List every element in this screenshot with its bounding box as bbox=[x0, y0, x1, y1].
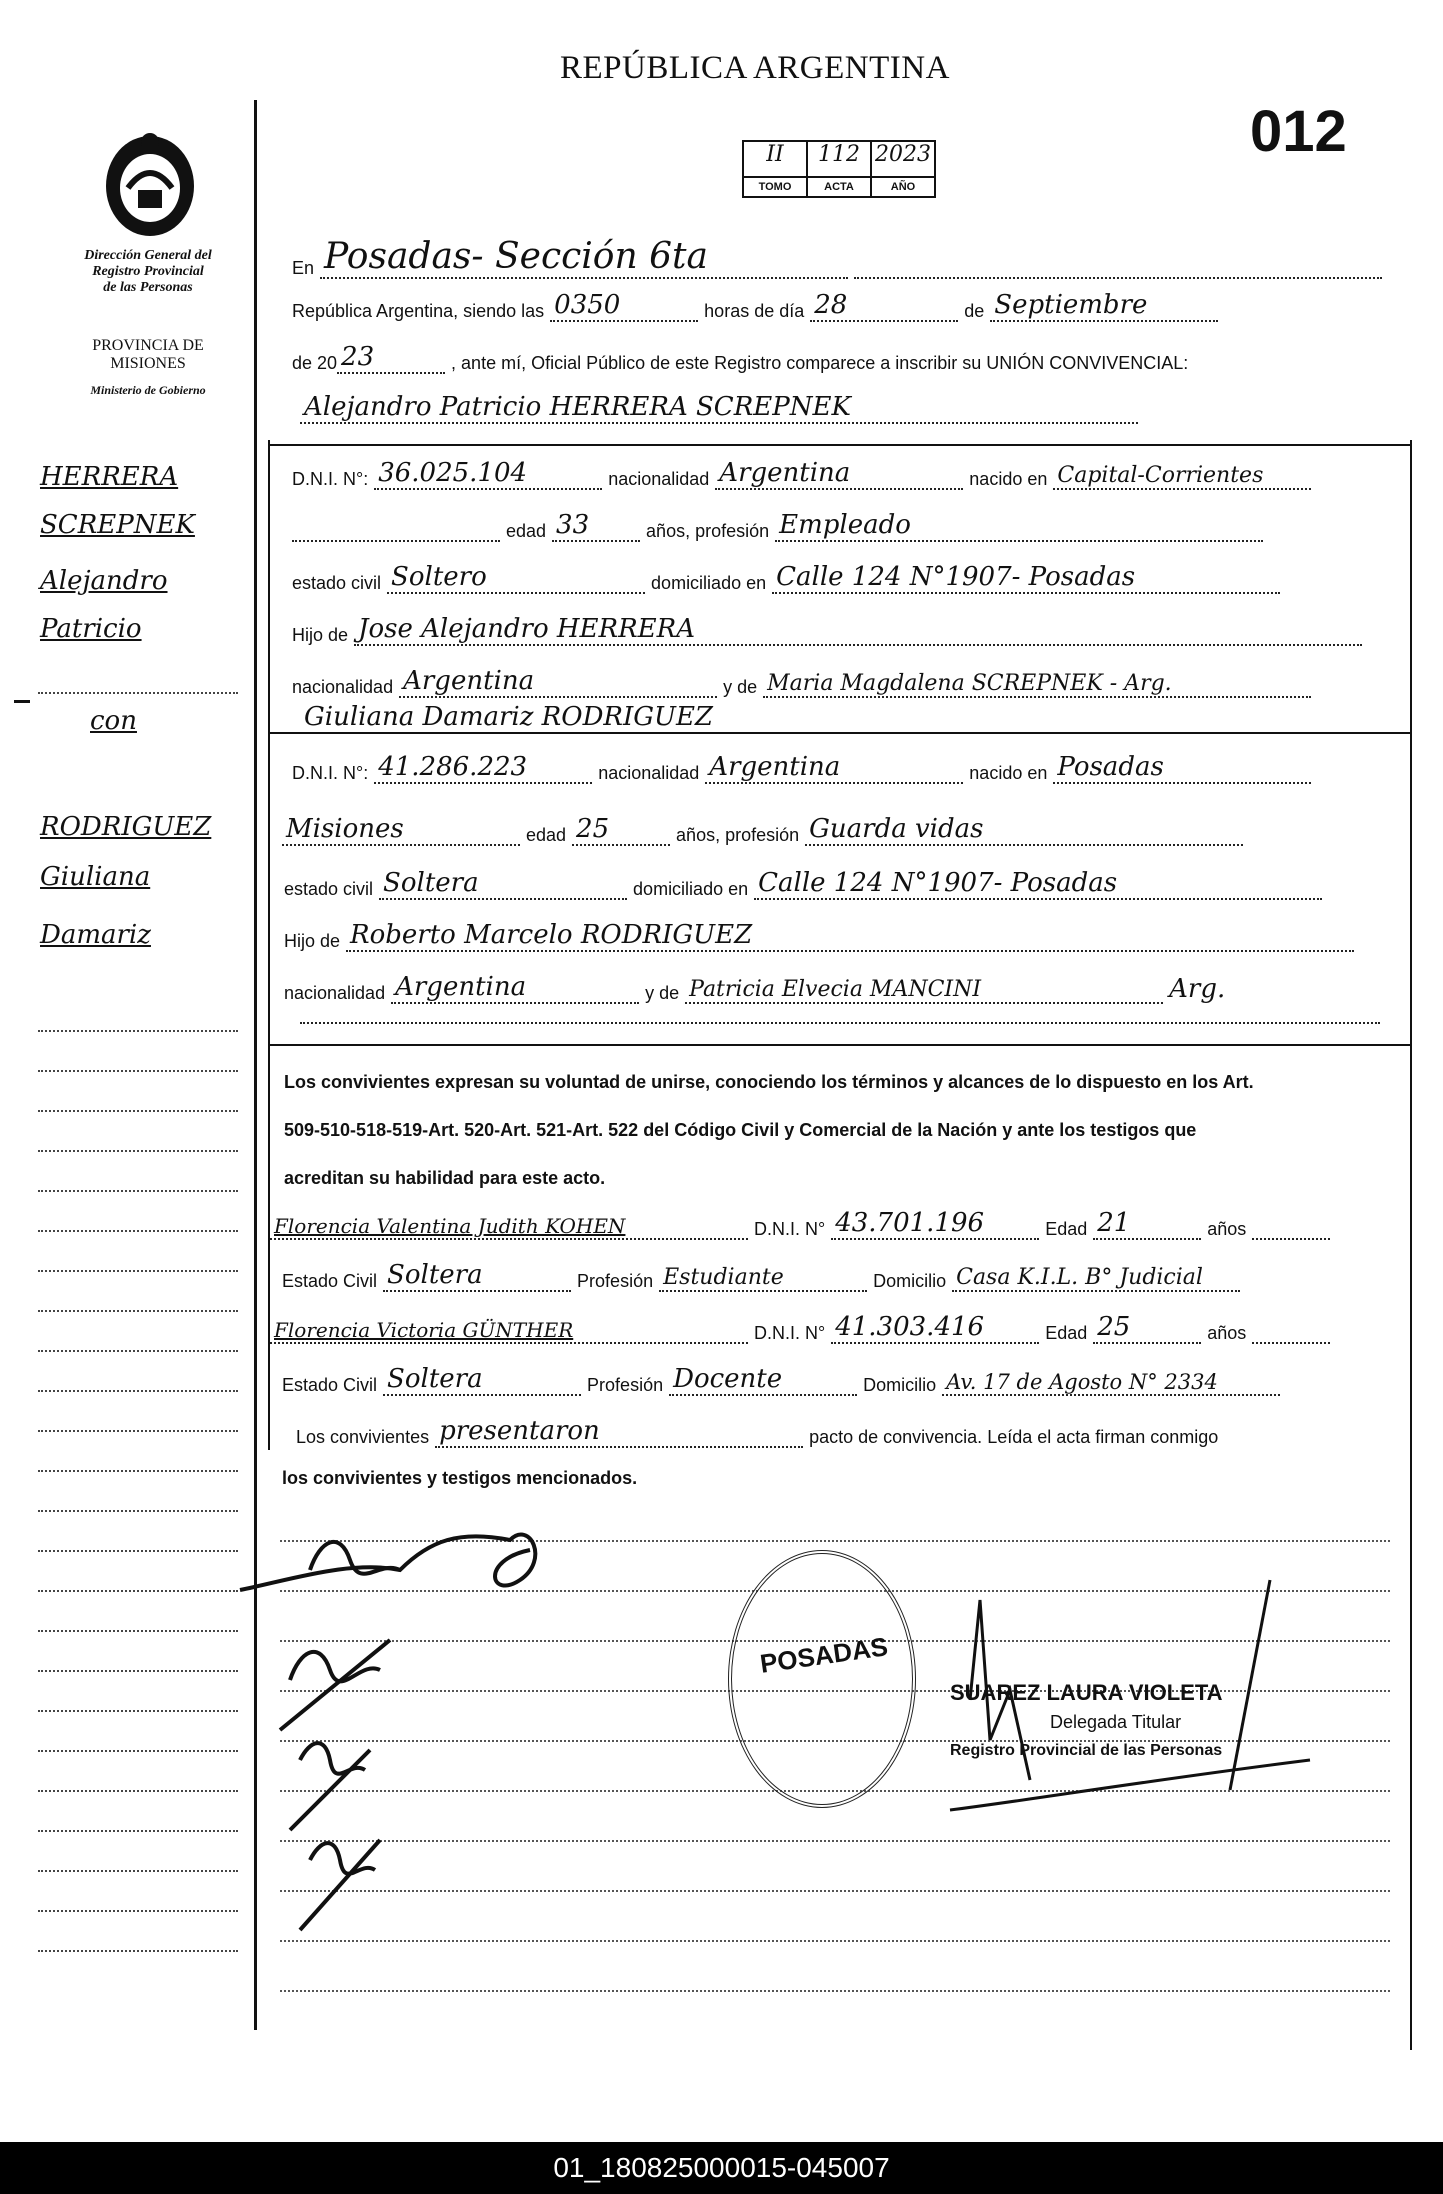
place-value: Posadas- Sección 6ta bbox=[320, 236, 848, 279]
year-value: 23 bbox=[337, 342, 445, 374]
p2-nat-label: nacionalidad bbox=[598, 763, 700, 783]
p1-dom-label: domiciliado en bbox=[651, 573, 767, 593]
margin-name-4: Patricio bbox=[40, 614, 142, 644]
form-line-year bbox=[292, 342, 1188, 374]
p1-prof-value: Empleado bbox=[775, 510, 1263, 542]
conv-label: Los convivientes bbox=[296, 1427, 430, 1447]
declaration-separator bbox=[268, 1044, 1410, 1046]
p2-nat-value: Argentina bbox=[705, 752, 963, 784]
registrar-signature-icon bbox=[930, 1560, 1330, 1860]
p2-estado-value: Soltera bbox=[379, 868, 627, 900]
margin-dotted-16 bbox=[38, 1560, 238, 1592]
p1-age-pre-line bbox=[292, 540, 500, 542]
p1-father-value: Jose Alejandro HERRERA bbox=[354, 614, 1362, 646]
province-line2: MISIONES bbox=[110, 355, 186, 372]
margin-dotted-3 bbox=[38, 1040, 238, 1072]
seal-text: POSADAS bbox=[758, 1631, 890, 1679]
month-value: Septiembre bbox=[990, 290, 1218, 322]
margin-dotted-10 bbox=[38, 1320, 238, 1352]
ministry-name: Ministerio de Gobierno bbox=[90, 383, 206, 397]
p1-prof-label: años, profesión bbox=[646, 521, 770, 541]
closing-line bbox=[282, 1468, 637, 1489]
p1-nat-value: Argentina bbox=[715, 458, 963, 490]
p2-prof-value: Guarda vidas bbox=[805, 814, 1243, 846]
day-value: 28 bbox=[810, 290, 958, 322]
p2-dom-label: domiciliado en bbox=[633, 879, 749, 899]
margin-dotted-15 bbox=[38, 1520, 238, 1552]
margin-dotted-13 bbox=[38, 1440, 238, 1472]
anio-value: 2023 bbox=[875, 142, 931, 167]
province-emblem-icon bbox=[100, 128, 200, 238]
pacto-text: pacto de convivencia. Leída el acta firman conmigo bbox=[809, 1427, 1219, 1447]
p2-age-value: 25 bbox=[572, 814, 670, 846]
w1-dom-label: Domicilio bbox=[873, 1271, 947, 1291]
margin-name-7: Damariz bbox=[40, 920, 151, 950]
margin-dotted-11 bbox=[38, 1360, 238, 1392]
declaration-line1: Los convivientes expresan su voluntad de unirse, conociendo los términos y alcances de lo dispuesto en los Art. bbox=[284, 1072, 1254, 1092]
p2-extra-line bbox=[300, 1022, 1380, 1024]
acta-cell bbox=[808, 142, 872, 196]
convivientes-line bbox=[296, 1416, 1218, 1448]
signatures-convivientes-icon bbox=[230, 1500, 630, 1940]
margin-dotted-2 bbox=[38, 1000, 238, 1032]
signature-line-10 bbox=[280, 1990, 1390, 1992]
margin-dotted-19 bbox=[38, 1680, 238, 1712]
margin-dotted-21 bbox=[38, 1760, 238, 1792]
tomo-cell bbox=[744, 142, 808, 196]
margin-name-6: Giuliana bbox=[40, 862, 151, 892]
margin-dotted-5 bbox=[38, 1120, 238, 1152]
witness2-details bbox=[282, 1364, 1286, 1396]
p2-father-nat-value: Argentina bbox=[391, 972, 639, 1004]
stamp-name: SUAREZ LAURA VIOLETA bbox=[950, 1680, 1223, 1705]
p2-yde-label: y de bbox=[645, 983, 680, 1003]
p1-mother-value: Maria Magdalena SCREPNEK - Arg. bbox=[763, 671, 1311, 698]
comparece-text: , ante mí, Oficial Público de este Registro comparece a inscribir su UNIÓN CONVIVENCIAL: bbox=[451, 353, 1189, 373]
margin-name-3: Alejandro bbox=[40, 566, 168, 596]
w1-prof-label: Profesión bbox=[577, 1271, 654, 1291]
declaration-line3: acreditan su habilidad para este acto. bbox=[284, 1168, 606, 1188]
p1-separator bbox=[268, 444, 1410, 446]
p1-born-label: nacido en bbox=[969, 469, 1048, 489]
p1-father-nat-value: Argentina bbox=[399, 666, 717, 698]
institution-name bbox=[58, 248, 238, 296]
margin-dotted-9 bbox=[38, 1280, 238, 1312]
w1-estado-value: Soltera bbox=[383, 1260, 571, 1292]
w2-anios-line bbox=[1252, 1342, 1330, 1344]
stamp-role: Delegada Titular bbox=[1050, 1712, 1182, 1732]
p1-dni-value: 36.025.104 bbox=[374, 458, 602, 490]
margin-dotted-7 bbox=[38, 1200, 238, 1232]
form-line-p1-estado bbox=[292, 562, 1286, 594]
form-line-p1-dni bbox=[292, 458, 1317, 490]
institution-line2: Registro Provincial bbox=[92, 264, 204, 279]
witness1-line bbox=[270, 1208, 1336, 1240]
w1-name-value: Florencia Valentina Judith KOHEN bbox=[270, 1214, 748, 1240]
right-vertical-rule bbox=[1410, 440, 1412, 2050]
institution-line1: Dirección General del bbox=[84, 248, 212, 263]
closing-text: los convivientes y testigos mencionados. bbox=[282, 1468, 638, 1488]
w1-estado-label: Estado Civil bbox=[282, 1271, 378, 1291]
p1-estado-label: estado civil bbox=[292, 573, 382, 593]
p1-nat-label: nacionalidad bbox=[608, 469, 710, 489]
anio-cell bbox=[872, 142, 934, 196]
w2-anios-label: años bbox=[1207, 1323, 1247, 1343]
p1-name-value: Alejandro Patricio HERRERA SCREPNEK bbox=[300, 392, 1138, 424]
p1-dom-value: Calle 124 N°1907- Posadas bbox=[772, 562, 1280, 594]
margin-dotted-22 bbox=[38, 1800, 238, 1832]
form-line-p1-age bbox=[292, 510, 1269, 542]
form-line-time bbox=[292, 290, 1224, 322]
form-line-p2-age bbox=[282, 814, 1249, 846]
en-label: En bbox=[292, 258, 315, 278]
margin-dotted-25 bbox=[38, 1920, 238, 1952]
footer-code: 01_180825000015-045007 bbox=[0, 2142, 1443, 2194]
witness2-line bbox=[270, 1312, 1336, 1344]
p2-mother-value: Patricia Elvecia MANCINI bbox=[685, 977, 1163, 1004]
form-line-p2-dni bbox=[292, 752, 1317, 784]
form-line-p2-name bbox=[300, 702, 1394, 734]
form-line-p2-estado bbox=[284, 868, 1328, 900]
p1-edad-label: edad bbox=[506, 521, 547, 541]
tomo-label: TOMO bbox=[744, 176, 806, 196]
margin-dotted-6 bbox=[38, 1160, 238, 1192]
acta-value: 112 bbox=[818, 142, 860, 167]
margin-name-5: RODRIGUEZ bbox=[40, 812, 212, 842]
province-name bbox=[58, 337, 238, 373]
margin-dotted-8 bbox=[38, 1240, 238, 1272]
w1-dni-value: 43.701.196 bbox=[831, 1208, 1039, 1240]
acta-number: 012 bbox=[1250, 99, 1347, 164]
w1-anios-label: años bbox=[1207, 1219, 1247, 1239]
province-line1: PROVINCIA DE bbox=[92, 337, 204, 354]
siendo-las-label: República Argentina, siendo las bbox=[292, 301, 545, 321]
anio-label: AÑO bbox=[872, 176, 934, 196]
acta-label: ACTA bbox=[808, 176, 870, 196]
p1-dni-label: D.N.I. N°: bbox=[292, 469, 369, 489]
signature-line-9 bbox=[280, 1940, 1390, 1942]
margin-dotted-12 bbox=[38, 1400, 238, 1432]
p2-edad-label: edad bbox=[526, 825, 567, 845]
p2-hijo-label: Hijo de bbox=[284, 931, 341, 951]
p2-prof-label: años, profesión bbox=[676, 825, 800, 845]
p2-mother-nat-value: Arg. bbox=[1169, 974, 1226, 1004]
form-line-p1-father bbox=[292, 614, 1368, 646]
w2-dni-value: 41.303.416 bbox=[831, 1312, 1039, 1344]
p1-hijo-label: Hijo de bbox=[292, 625, 349, 645]
w2-age-value: 25 bbox=[1093, 1312, 1201, 1344]
place-rest-line bbox=[854, 277, 1382, 279]
p2-estado-label: estado civil bbox=[284, 879, 374, 899]
form-line-p1-name bbox=[300, 392, 1144, 424]
margin-con: con bbox=[90, 706, 137, 736]
margin-name-2: SCREPNEK bbox=[40, 510, 195, 540]
margin-dotted-20 bbox=[38, 1720, 238, 1752]
declaration-line2: 509-510-518-519-Art. 520-Art. 521-Art. 522 del Código Civil y Comercial de la Nación y ante los testigos que bbox=[284, 1120, 1197, 1140]
w2-dom-label: Domicilio bbox=[863, 1375, 937, 1395]
form-line-p2-mother bbox=[284, 972, 1225, 1004]
w2-name-value: Florencia Victoria GÜNTHER bbox=[270, 1318, 748, 1344]
de-label: de bbox=[964, 301, 985, 321]
stamp-org: Registro Provincial de las Personas bbox=[950, 1742, 1223, 1759]
w1-age-value: 21 bbox=[1093, 1208, 1201, 1240]
margin-dotted-14 bbox=[38, 1480, 238, 1512]
w2-estado-label: Estado Civil bbox=[282, 1375, 378, 1395]
w2-estado-value: Soltera bbox=[383, 1364, 581, 1396]
margin-dotted-23 bbox=[38, 1840, 238, 1872]
margin-dotted-1 bbox=[38, 662, 238, 694]
p2-born2-value: Misiones bbox=[282, 814, 520, 846]
inner-vertical-rule bbox=[268, 440, 270, 1450]
hour-value: 0350 bbox=[550, 290, 698, 322]
w2-dni-label: D.N.I. N° bbox=[754, 1323, 826, 1343]
p2-dom-value: Calle 124 N°1907- Posadas bbox=[754, 868, 1322, 900]
institution-line3: de las Personas bbox=[103, 280, 193, 295]
w2-edad-label: Edad bbox=[1045, 1323, 1088, 1343]
p2-father-nat-label: nacionalidad bbox=[284, 983, 386, 1003]
w1-edad-label: Edad bbox=[1045, 1219, 1088, 1239]
w1-prof-value: Estudiante bbox=[659, 1265, 867, 1292]
w2-dom-value: Av. 17 de Agosto N° 2334 bbox=[942, 1370, 1280, 1396]
w2-prof-label: Profesión bbox=[587, 1375, 664, 1395]
form-line-p1-mother bbox=[292, 666, 1317, 698]
w2-prof-value: Docente bbox=[669, 1364, 857, 1396]
p2-born-label: nacido en bbox=[969, 763, 1048, 783]
form-line-place bbox=[292, 236, 1388, 279]
margin-dotted-17 bbox=[38, 1600, 238, 1632]
margin-dash-mark bbox=[14, 700, 30, 703]
horas-label: horas de día bbox=[704, 301, 805, 321]
country-title: REPÚBLICA ARGENTINA bbox=[560, 50, 950, 86]
p1-age-value: 33 bbox=[552, 510, 640, 542]
margin-dotted-18 bbox=[38, 1640, 238, 1672]
p1-estado-value: Soltero bbox=[387, 562, 645, 594]
w1-dni-label: D.N.I. N° bbox=[754, 1219, 826, 1239]
margin-dotted-4 bbox=[38, 1080, 238, 1112]
w1-dom-value: Casa K.I.L. B° Judicial bbox=[952, 1265, 1240, 1292]
p1-born-value: Capital-Corrientes bbox=[1053, 463, 1311, 490]
form-line-p2-father bbox=[284, 920, 1360, 952]
witness1-details bbox=[282, 1260, 1246, 1292]
year-prefix-label: de 20 bbox=[292, 353, 338, 373]
w1-anios-line bbox=[1252, 1238, 1330, 1240]
p2-dni-label: D.N.I. N°: bbox=[292, 763, 369, 783]
p1-yde-label: y de bbox=[723, 677, 758, 697]
p1-father-nat-label: nacionalidad bbox=[292, 677, 394, 697]
tomo-value: II bbox=[766, 142, 784, 167]
declaration-text bbox=[284, 1058, 1404, 1202]
conv-value: presentaron bbox=[435, 1416, 803, 1448]
p2-born-value: Posadas bbox=[1053, 752, 1311, 784]
margin-name-1: HERRERA bbox=[40, 462, 179, 492]
margin-dotted-24 bbox=[38, 1880, 238, 1912]
tomo-acta-anio-table bbox=[742, 140, 936, 198]
p2-name-value: Giuliana Damariz RODRIGUEZ bbox=[300, 702, 1388, 734]
p2-father-value: Roberto Marcelo RODRIGUEZ bbox=[346, 920, 1354, 952]
p2-dni-value: 41.286.223 bbox=[374, 752, 592, 784]
p2-separator bbox=[268, 732, 1410, 734]
